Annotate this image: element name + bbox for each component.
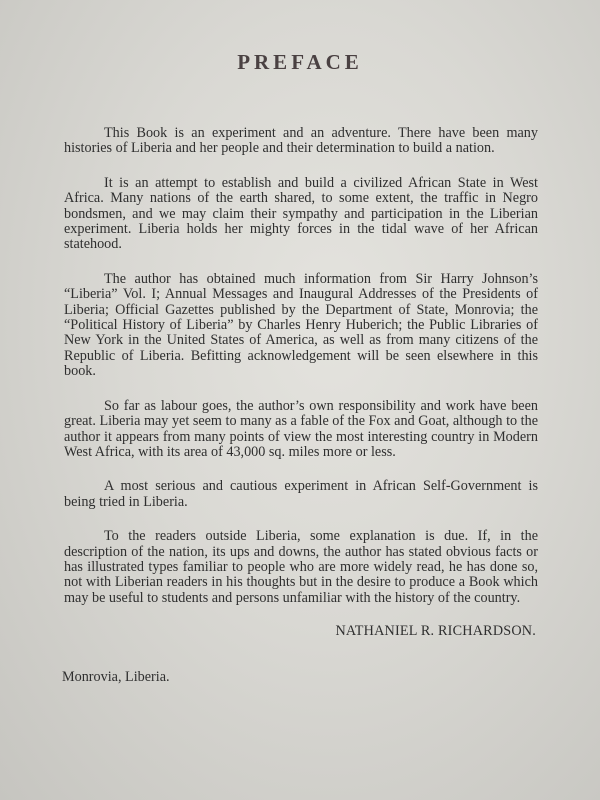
- author-signature: NATHANIEL R. RICHARDSON.: [335, 623, 536, 639]
- place-line: Monrovia, Liberia.: [62, 669, 170, 685]
- paragraph-3: The author has obtained much information from Sir Harry Johnson’s “Liberia” Vol. I; Annual Messages and Inaugural Addresses of the Presidents of Liberia; Official Gazettes published by the Department of State, Monrovia; the “Political History of Liberia” by Charles Henry Huberich; the Public Libraries of New York in the United States of America, as well as from many citizens of the Republic of Liberia. Befitting acknowledgement will be seen elsewhere in this book.: [64, 270, 538, 380]
- paragraph-4: So far as labour goes, the author’s own responsibility and work have been great. Liberia may yet seem to many as a fable of the Fox and Goat, although to the author it appears from many points of view the most interesting country in Modern West Africa, with its area of 43,000 sq. miles more or less.: [64, 397, 538, 460]
- page-title: PREFACE: [237, 50, 363, 74]
- paragraph-5: A most serious and cautious experiment in African Self-Government is being tried in Liberia.: [64, 478, 538, 510]
- preface-body: [64, 126, 538, 625]
- paragraph-6: To the readers outside Liberia, some explanation is due. If, in the description of the nation, its ups and downs, the author has stated obvious facts or has illustrated types familiar to people who are more widely read, he has done so, not with Liberian readers in his thoughts but in the desire to produce a Book which may be useful to students and persons unfamiliar with the history of the country.: [64, 528, 538, 606]
- paragraph-2: It is an attempt to establish and build a civilized African State in West Africa. Many nations of the earth shared, to some extent, the traffic in Negro bondsmen, and we may claim their sympathy and participation in the Liberian experiment. Liberia holds her mighty forces in the tidal wave of her African statehood.: [64, 174, 538, 253]
- paragraph-1: This Book is an experiment and an adventure. There have been many histories of Liberia and her people and their determination to build a nation.: [64, 125, 538, 157]
